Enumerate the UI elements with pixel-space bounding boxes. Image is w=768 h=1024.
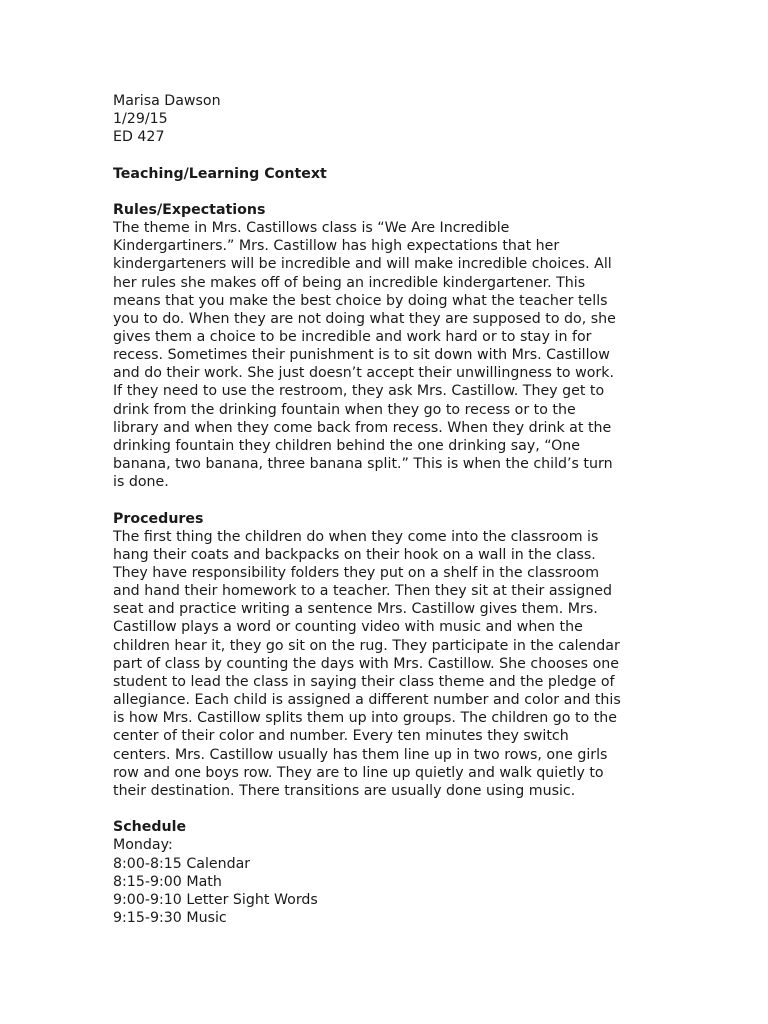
rules-line: If they need to use the restroom, they ask Mrs. Castillow. They get to [113,383,605,400]
procedures-line: The first thing the children do when they come into the classroom is [113,528,599,545]
schedule-item: 9:15-9:30 Music [113,909,227,926]
procedures-line: student to lead the class in saying their class theme and the pledge of [113,673,615,690]
document-page [113,92,658,927]
schedule-day: Monday: [113,837,173,854]
rules-line: Kindergartiners.” Mrs. Castillow has high expectations that her [113,238,560,255]
rules-line: you to do. When they are not doing what they are supposed to do, she [113,310,616,327]
rules-line: drink from the drinking fountain when they go to recess or to the [113,401,576,418]
rules-line: her rules she makes off of being an incredible kindergartener. This [113,274,586,291]
schedule-list [113,836,658,927]
rules-line: means that you make the best choice by doing what the teacher tells [113,292,608,309]
document-date: 1/29/15 [113,111,168,128]
course-code: ED 427 [113,129,165,146]
rules-line: recess. Sometimes their punishment is to sit down with Mrs. Castillow [113,347,610,364]
rules-line: library and when they come back from recess. When they drink at the [113,419,612,436]
schedule-item: 9:00-9:10 Letter Sight Words [113,891,318,908]
procedures-line: row and one boys row. They are to line up quietly and walk quietly to [113,764,604,781]
rules-line: kindergarteners will be incredible and will make incredible choices. All [113,256,612,273]
procedures-line: part of class by counting the days with Mrs. Castillow. She chooses one [113,655,619,672]
rules-section [113,201,658,492]
procedures-line: allegiance. Each child is assigned a different number and color and this [113,692,621,709]
procedures-line: and hand their homework to a teacher. Then they sit at their assigned [113,583,613,600]
procedures-line: is how Mrs. Castillow splits them up into groups. The children go to the [113,710,618,727]
rules-line: drinking fountain they children behind the one drinking say, “One [113,437,580,454]
procedures-line: Castillow plays a word or counting video with music and when the [113,619,583,636]
spacer [113,146,658,164]
rules-line: is done. [113,474,169,491]
schedule-heading: Schedule [113,819,187,836]
procedures-line: center of their color and number. Every ten minutes they switch [113,728,569,745]
rules-heading: Rules/Expectations [113,201,266,218]
procedures-line: seat and practice writing a sentence Mrs. Castillow gives them. Mrs. [113,601,598,618]
document-title: Teaching/Learning Context [113,165,327,182]
rules-line: gives them a choice to be incredible and work hard or to stay in for [113,329,592,345]
schedule-item: 8:00-8:15 Calendar [113,855,251,872]
spacer [113,183,658,201]
rules-paragraph [113,219,658,491]
spacer [113,491,658,509]
rules-line: and do their work. She just doesn’t accept their unwillingness to work. [113,365,614,382]
procedures-line: children hear it, they go sit on the rug. They participate in the calendar [113,637,620,654]
schedule-item: 8:15-9:00 Math [113,873,222,890]
procedures-line: centers. Mrs. Castillow usually has them line up in two rows, one girls [113,746,608,763]
rules-line: The theme in Mrs. Castillows class is “We Are Incredible [113,220,510,237]
schedule-section [113,818,658,927]
procedures-line: their destination. There transitions are usually done using music. [113,782,576,799]
procedures-paragraph [113,528,658,800]
procedures-line: They have responsibility folders they put on a shelf in the classroom [113,565,600,582]
procedures-section [113,510,658,801]
author-header [113,92,658,146]
author-name: Marisa Dawson [113,93,221,109]
procedures-line: hang their coats and backpacks on their hook on a wall in the class. [113,546,596,563]
spacer [113,800,658,818]
procedures-heading: Procedures [113,510,204,527]
rules-line: banana, two banana, three banana split.” This is when the child’s turn [113,456,613,473]
